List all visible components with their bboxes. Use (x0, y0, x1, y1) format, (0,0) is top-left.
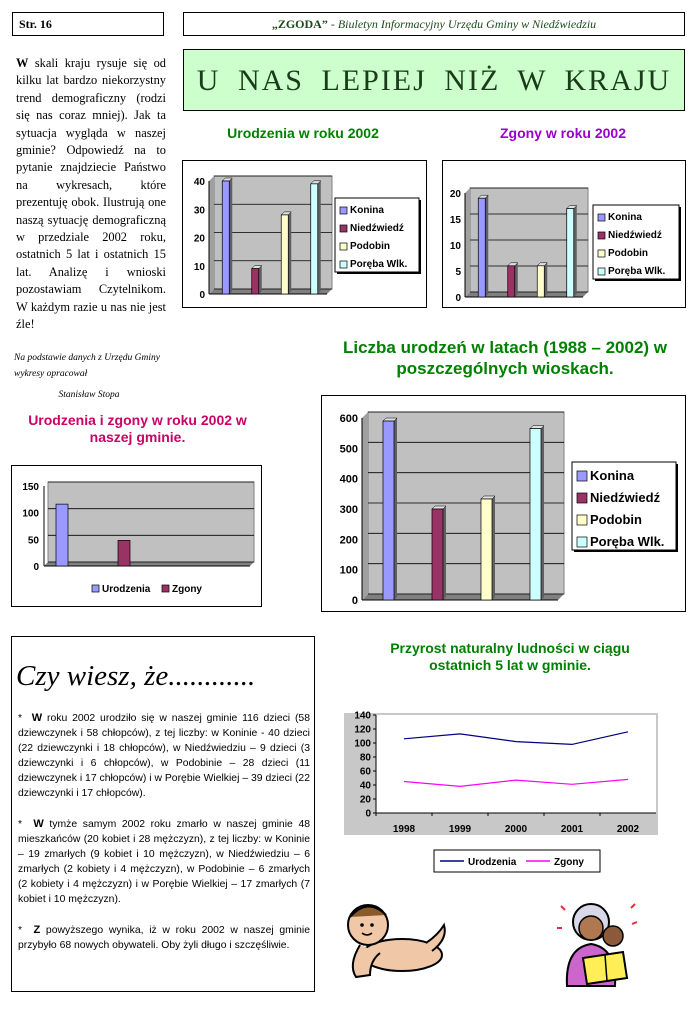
bar-niedźwiedź (508, 266, 515, 297)
bar-urodzenia (56, 504, 68, 566)
legend-shadow (595, 279, 681, 281)
y-tick-label: 10 (449, 241, 461, 252)
bar-podobin (537, 266, 544, 297)
legend-label: Podobin (350, 241, 390, 252)
y-tick-label: 120 (354, 724, 371, 736)
bar-side (541, 426, 544, 600)
legend-label: Urodzenia (468, 857, 517, 868)
bar-zgony (118, 540, 130, 566)
item-lead: Z (33, 924, 41, 936)
item-text: tymże samym 2002 roku zmarło w naszej gminie 48 mieszkańców (20 kobiet i 28 mężczyzn), z tej liczby: w Koninie – 19 zmarłych (9 kobiet i 10 mężczyzn), w Niedźwiedziu – 6 zmarłych (2 kobiety i 4 mężczyzn), w Podobinie – 6 zmarłych (2 kobiety i 4 mężczyzn) i w Porębie Wielkiej – 17 zmarłych (7 kobiet i 10 mężczyzn). (18, 819, 310, 905)
x-tick-label: 1999 (448, 824, 472, 835)
bar-side (515, 263, 518, 297)
y-tick-label: 600 (339, 413, 358, 425)
natural-growth-chart (330, 697, 685, 890)
legend-shadow (679, 207, 681, 281)
bullet: * (18, 819, 23, 830)
bar-niedźwiedź (252, 269, 259, 294)
intro-article (16, 55, 166, 334)
x-tick-label: 1998 (392, 824, 416, 835)
legend-label: Urodzenia (102, 584, 151, 595)
did-you-know-item-summary (18, 923, 310, 953)
legend-label: Konina (590, 468, 635, 483)
chart-title-births-deaths: Urodzenia i zgony w roku 2002 w naszej gminie. (28, 412, 247, 445)
chart-box-deaths-2002 (442, 160, 686, 308)
bar-side (485, 195, 488, 297)
legend-swatch (577, 515, 587, 525)
chart-box-births-deaths (11, 465, 262, 607)
bar-side (443, 506, 446, 600)
item-text: roku 2002 urodziło się w naszej gminie 116 dzieci (58 dziewczynek i 58 chłopców), z tej liczby: w Koninie - 40 dzieci (22 dziewczynki i 18 chłopców), w Niedźwiedziu – 9 dzieci (3 dziewczynki i 6 chłopców), w Podobinie – 28 dzieci (11 dziewczynek i 17 chłopców) i w Porębie Wielkiej – 39 dzieci (22 dziewczynki i 17 chłopców). (18, 713, 310, 799)
legend-swatch (577, 471, 587, 481)
y-tick-label: 500 (339, 443, 358, 456)
baby-illustration (340, 895, 450, 990)
chart-title-natural-growth: Przyrost naturalny ludności w ciągu ostatnich 5 lat w gminie. (390, 640, 630, 673)
y-tick-label: 0 (33, 562, 39, 573)
legend-swatch (598, 268, 605, 275)
bar-poręba-wlk- (567, 209, 574, 297)
legend-label: Niedźwiedź (608, 230, 662, 241)
y-tick-label: 400 (339, 473, 358, 486)
chart-box-births-1988-2002 (321, 395, 686, 612)
plot-side-wall (209, 176, 214, 294)
chart-title-deaths-2002: Zgony w roku 2002 (499, 125, 627, 141)
y-tick-label: 20 (193, 233, 205, 245)
y-tick-label: 0 (365, 808, 371, 820)
x-tick-label: 2001 (560, 824, 584, 835)
bulletin-name: „ZGODA” (271, 17, 328, 31)
legend-swatch (92, 585, 99, 592)
plot-area (376, 715, 656, 813)
did-you-know-title: Czy wiesz, że............ (16, 660, 256, 692)
y-tick-label: 150 (22, 482, 39, 493)
bar-side (288, 212, 291, 294)
bar-side (318, 181, 321, 294)
y-tick-label: 50 (27, 535, 39, 547)
legend-shadow (337, 272, 421, 274)
plot-area (48, 482, 254, 562)
legend-swatch (577, 493, 587, 503)
legend-swatch (162, 585, 169, 592)
y-tick-label: 300 (339, 504, 358, 516)
y-tick-label: 0 (455, 293, 461, 304)
y-tick-label: 200 (339, 534, 358, 547)
y-tick-label: 10 (193, 261, 205, 273)
y-tick-label: 40 (359, 780, 371, 792)
grandmother-illustration (553, 898, 643, 988)
bulletin-subtitle: - Biuletyn Informacyjny Urzędu Gminy w Niedźwiedziu (327, 17, 597, 31)
legend-label: Poręba Wlk. (608, 266, 666, 277)
legend-label: Zgony (172, 584, 202, 595)
y-tick-label: 0 (351, 595, 358, 607)
bar-konina (222, 181, 229, 294)
y-tick-label: 60 (359, 766, 371, 778)
legend-swatch (577, 537, 587, 547)
legend-shadow (419, 200, 421, 274)
chart-credit: Na podstawie danych z Urzędu Gminy wykresy opracował (14, 353, 160, 379)
headline: U NAS LEPIEJ NIŻ W KRAJU (183, 49, 685, 111)
y-tick-label: 0 (199, 290, 205, 301)
y-tick-label: 100 (354, 738, 371, 750)
item-lead: W (31, 712, 43, 724)
y-tick-label: 140 (354, 710, 371, 722)
legend-swatch (598, 214, 605, 221)
y-tick-label: 5 (455, 267, 461, 278)
y-tick-label: 30 (193, 205, 205, 217)
plot-floor (44, 562, 254, 566)
legend-shadow (574, 550, 678, 552)
bulletin-header (183, 12, 685, 36)
bar-side (229, 178, 232, 294)
x-tick-label: 2002 (616, 824, 640, 835)
plot-side-wall (362, 412, 368, 600)
deaths-2002-chart (443, 161, 685, 307)
y-tick-label: 40 (193, 177, 205, 188)
page-number: Str. 16 (12, 12, 164, 36)
y-tick-label: 15 (449, 215, 461, 226)
legend-label: Zgony (554, 857, 584, 868)
bar-side (394, 418, 397, 600)
legend-swatch (340, 207, 347, 214)
legend-shadow (676, 464, 678, 552)
bar-poręba-wlk- (530, 429, 541, 600)
did-you-know-item-deaths (18, 817, 310, 907)
legend-label: Poręba Wlk. (590, 534, 665, 549)
intro-body: skali kraju rysuje się od kilku lat bardzo niekorzystny trend demograficzny (rodzi się nas coraz mniej). Jak ta sytuacja wygląda w naszej gminie? Odpowiedź na to pytanie znajdziecie Państwo na wykresach, które prezentuję obok. Ilustrują one naszą sytuację demograficzną w przedziale 2002 roku, ostatnich 5 lat i ostatnich 15 lat. Analizę i wnioski pozostawiam Czytelnikom. W każdym razie u nas nie jest źle! (16, 56, 166, 332)
legend-label: Podobin (590, 512, 642, 527)
chart-box-natural-growth (330, 697, 685, 890)
legend-label: Konina (608, 212, 642, 223)
x-tick-label: 2000 (504, 824, 528, 835)
bullet: * (18, 713, 23, 724)
bar-konina (383, 421, 394, 600)
legend-label: Konina (350, 205, 384, 216)
legend-label: Podobin (608, 248, 648, 259)
legend-swatch (340, 243, 347, 250)
bar-podobin (281, 215, 288, 294)
legend-label: Niedźwiedź (590, 490, 661, 505)
plot-side-wall (465, 188, 470, 297)
y-tick-label: 20 (449, 189, 461, 200)
legend-swatch (598, 232, 605, 239)
legend-swatch (340, 261, 347, 268)
bar-side (259, 266, 262, 294)
births-2002-chart (183, 161, 426, 307)
y-tick-label: 20 (359, 794, 371, 806)
bar-niedźwiedź (432, 509, 443, 600)
bar-podobin (481, 499, 492, 600)
chart-box-births-2002 (182, 160, 427, 308)
legend-label: Niedźwiedź (350, 223, 404, 234)
births-1988-2002-chart (322, 396, 685, 611)
legend-swatch (598, 250, 605, 257)
intro-lead-letter: W (16, 56, 29, 70)
bar-konina (478, 198, 485, 297)
bar-poręba-wlk- (311, 184, 318, 294)
author-name: Stanisław Stopa (58, 390, 120, 400)
item-lead: W (33, 818, 44, 830)
legend-label: Poręba Wlk. (350, 259, 408, 270)
bar-side (574, 206, 577, 297)
births-deaths-chart (12, 466, 261, 606)
legend-swatch (340, 225, 347, 232)
chart-title-births-1988-2002: Liczba urodzeń w latach (1988 – 2002) w poszczególnych wioskach. (342, 338, 668, 378)
y-tick-label: 100 (339, 564, 358, 577)
bar-side (544, 263, 547, 297)
item-text: powyższego wynika, iż w roku 2002 w naszej gminie przybyło 68 nowych obywateli. Oby żyli długo i szczęśliwie. (18, 925, 310, 951)
bullet: * (18, 925, 23, 936)
y-tick-label: 100 (22, 508, 39, 520)
chart-title-births-2002: Urodzenia w roku 2002 (227, 125, 379, 141)
did-you-know-item-births (18, 711, 310, 801)
y-tick-label: 80 (359, 752, 371, 764)
bar-side (492, 496, 495, 600)
